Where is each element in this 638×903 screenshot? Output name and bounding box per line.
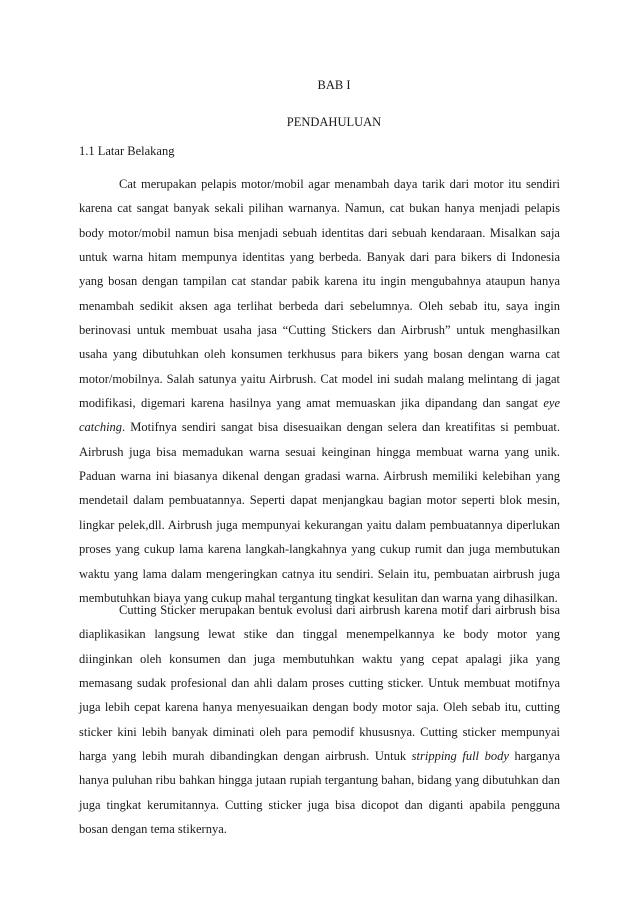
emphasis-text: eye catching xyxy=(79,396,560,435)
section-heading: 1.1 Latar Belakang xyxy=(79,144,175,158)
paragraph-text: Cutting Sticker merupakan bentuk evolusi dari airbrush karena motif dari airbrush bisa diaplikasikan langsung lewat stike dan tinggal menempelkannya ke body motor yang diinginkan oleh konsumen dan juga membutuhkan waktu yang cepat apalagi jika yang memasang sudak profesional dan ahli dalam proses cutting sticker. Untuk membuat motifnya juga lebih cepat karena hanya menyesuaikan dengan body motor saja. Oleh sebab itu, cutting sticker kini lebih banyak diminati oleh para pemodif khususnya. Cutting sticker mempunyai harga yang lebih murah dibandingkan dengan airbrush. Untuk xyxy=(79,603,560,764)
paragraph-text: harganya hanya puluhan ribu bahkan hingga jutaan rupiah tergantung bahan, bidang yang dibutuhkan dan juga tingkat kerumitannya. Cutting sticker juga bisa dicopot dan diganti apabila pengguna bosan dengan tema stikernya. xyxy=(79,749,561,837)
paragraph-airbrush xyxy=(79,172,560,610)
emphasis-text: stripping full body xyxy=(411,749,509,764)
paragraph-cutting-sticker xyxy=(79,598,560,841)
paragraph-text: Cat merupakan pelapis motor/mobil agar menambah daya tarik dari motor itu sendiri karena cat sangat banyak sekali pilihan warnanya. Namun, cat bukan hanya menjadi pelapis body motor/mobil namun bisa menjadi sebuah identitas dari sebuah kendaraan. Misalkan saja untuk warna hitam mempunya identitas yang berbeda. Banyak dari para bikers di Indonesia yang bosan dengan tampilan cat standar pabik karena itu ingin mengubahnya ataupun hanya menambah sedikit aksen aga terlihat berbeda dari sebelumnya. Oleh sebab itu, saya ingin berinovasi untuk membuat usaha jasa “Cutting Stickers dan Airbrush” untuk menghasilkan usaha yang dibutuhkan oleh konsumen terkhusus para bikers yang bosan dengan warna cat motor/mobilnya. Salah satunya yaitu Airbrush. Cat model ini sudah malang melintang di jagat modifikasi, digemari karena hasilnya yang amat memuaskan jika dipandang dan sangat xyxy=(79,177,560,411)
chapter-title: PENDAHULUAN xyxy=(286,115,382,129)
paragraph-text: . Motifnya sendiri sangat bisa disesuaikan dengan selera dan kreatifitas si pembuat. Airbrush juga bisa memadukan warna sesuai keinginan hingga membuat warna yang unik. Paduan warna ini biasanya dikenal dengan gradasi warna. Airbrush memiliki kelebihan yang mendetail dalam pembuatannya. Seperti dapat menjangkau bagian motor seperti blok mesin, lingkar pelek,dll. Airbrush juga mempunyai kekurangan yaitu dalam pembuatannya diperlukan proses yang cukup lama karena langkah-langkahnya yang cukup rumit dan juga membutukan waktu yang lama dalam mengeringkan catnya itu sendiri. Selain itu, pembuatan airbrush juga membutuhkan biaya yang cukup mahal tergantung tingkat kesulitan dan warna yang dihasilkan. xyxy=(79,420,560,605)
chapter-number: BAB I xyxy=(317,78,351,92)
